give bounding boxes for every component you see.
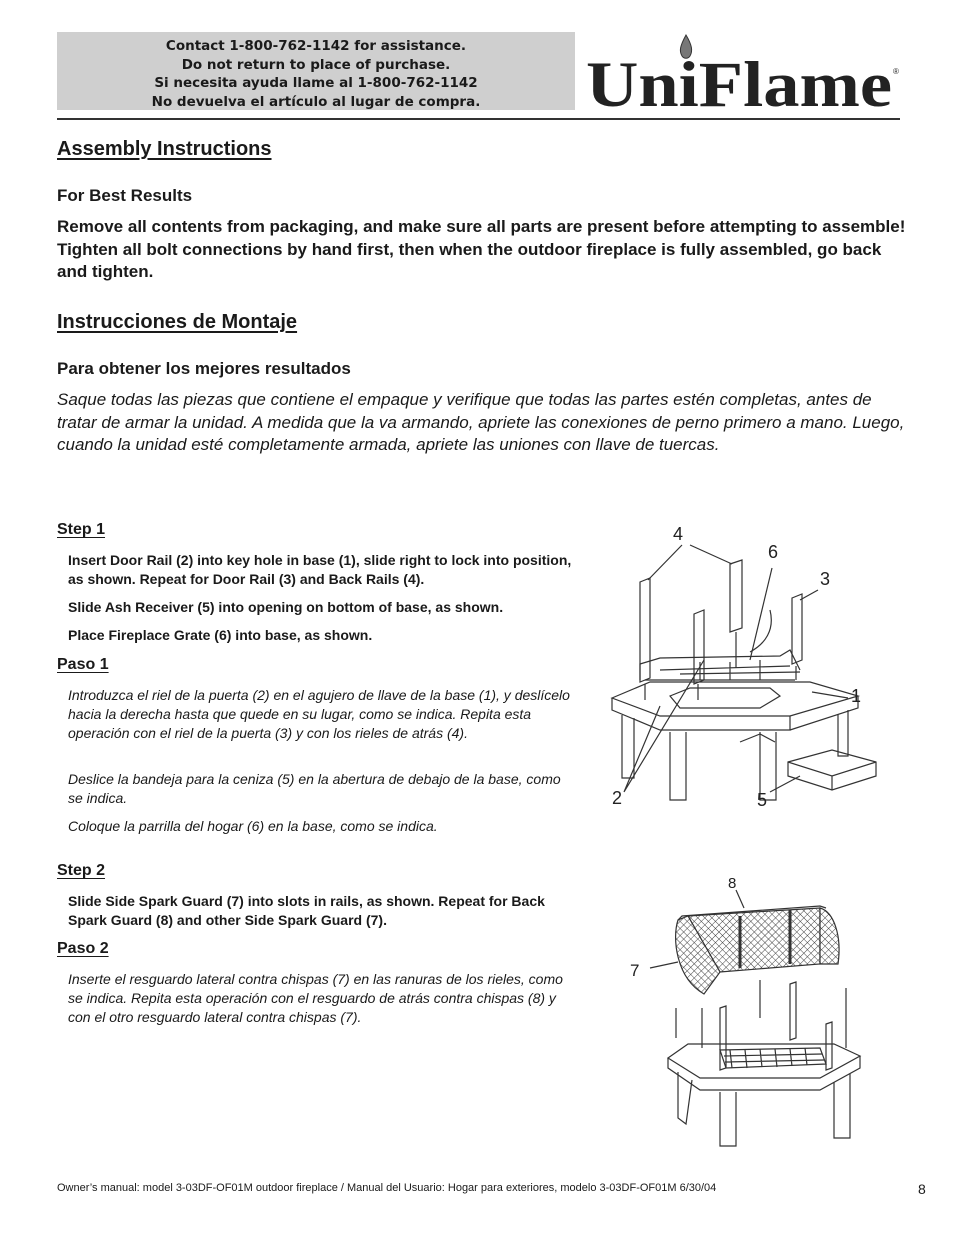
step1-heading: Step 1 (57, 521, 106, 538)
contact-info-box (57, 32, 575, 110)
grate (640, 650, 800, 680)
mejores-resultados-subtitle: Para obtener los mejores resultados (57, 359, 351, 378)
base-front (612, 698, 790, 730)
step1-paragraph: Slide Ash Receiver (5) into opening on bottom of base, as shown. (68, 599, 504, 615)
step1-paragraph: Place Fireplace Grate (6) into base, as shown. (68, 627, 373, 643)
contact-line: Contact 1-800-762-1142 for assistance. (165, 38, 467, 54)
callout-label: 4 (673, 524, 684, 544)
callout-leader (770, 776, 800, 792)
callout-label: 2 (612, 788, 623, 808)
contact-line: Do not return to place of purchase. (181, 56, 451, 73)
registered-mark: ® (893, 67, 899, 76)
callout-label: 3 (820, 569, 831, 589)
leg (834, 1074, 850, 1138)
footer-text: Owner’s manual: model 3-03DF-OF01M outdoor fireplace / Manual del Usuario: Hogar para exteriores, modelo 3-03DF-OF01M 6/30/04 (57, 1182, 717, 1194)
logo-text: UniFlame (586, 49, 892, 116)
callout-leader (812, 692, 848, 698)
callout-label: 8 (728, 875, 737, 892)
rail-4 (640, 578, 650, 682)
contact-line: Si necesita ayuda llame al 1-800-762-1142 (154, 75, 478, 91)
callout-leader (750, 568, 772, 660)
contact-line: No devuelva el artículo al lugar de compra. (151, 93, 481, 110)
callout-leader (650, 962, 678, 968)
leg (622, 715, 634, 778)
callout-label: 5 (757, 790, 768, 810)
header-divider (57, 118, 900, 120)
step1-paragraph: Insert Door Rail (2) into key hole in base (1), slide right to lock into position, as shown. Repeat for Door Rail (3) and Back Rails (4). (68, 552, 572, 587)
page-number: 8 (918, 1181, 926, 1197)
callout-leader (648, 545, 732, 580)
uniflame-logo (586, 32, 902, 116)
rail-3 (792, 594, 802, 664)
paso1-paragraph: Introduzca el riel de la puerta (2) en el agujero de llave de la base (1), y deslícelo hacia la derecha hasta que quede en su lugar, como se indica. Repita esta operación con el riel de la puerta (3) y con los rieles de atrás (4). (68, 687, 570, 741)
assembly-title: Assembly Instructions (57, 138, 272, 160)
callout-label: 7 (630, 961, 640, 980)
callout-label: 6 (768, 542, 779, 562)
callout-leader (800, 590, 818, 600)
paso2-paragraph: Inserte el resguardo lateral contra chispas (7) en las ranuras de los rieles, como se indica. Repita esta operación con el resguardo de atrás contra chispas (8) y con el otro resguardo lateral contra chispas (7). (68, 971, 563, 1025)
step2-paragraph: Slide Side Spark Guard (7) into slots in rails, as shown. Repeat for Back Spark Guard (8) and other Side Spark Guard (7). (68, 893, 545, 928)
callout-label: 1 (851, 686, 862, 706)
best-results-subtitle: For Best Results (57, 186, 193, 205)
step1-diagram (600, 520, 900, 820)
callout-leader (736, 890, 744, 908)
paso1-heading: Paso 1 (57, 656, 109, 673)
step2-diagram (620, 868, 870, 1158)
paso1-paragraph: Coloque la parrilla del hogar (6) en la base, como se indica. (68, 818, 438, 834)
rail-6 (730, 560, 742, 632)
step2-heading: Step 2 (57, 862, 106, 879)
paso2-heading: Paso 2 (57, 940, 109, 957)
leg (838, 710, 848, 756)
leg (670, 732, 686, 800)
best-results-body: Remove all contents from packaging, and make sure all parts are present before attempting to assemble! Tighten all bolt connections by hand first, then when the outdoor fireplace is fully assembled, go back and tighten. (57, 217, 906, 281)
leg (720, 1092, 736, 1146)
grate (720, 1048, 826, 1068)
base-top (612, 682, 858, 716)
montaje-title: Instrucciones de Montaje (57, 311, 298, 333)
side-spark-guard (820, 908, 839, 964)
mejores-resultados-body: Saque todas las piezas que contiene el empaque y verifique que todas las partes estén completas, antes de tratar de armar la unidad. A medida que la va armando, apriete las conexiones de perno primero a mano. Luego, cuando la unidad esté completamente armada, apriete las uniones con llave de tuercas. (57, 390, 905, 454)
paso1-paragraph: Deslice la bandeja para la ceniza (5) en la abertura de debajo de la base, como se indica. (68, 771, 561, 806)
